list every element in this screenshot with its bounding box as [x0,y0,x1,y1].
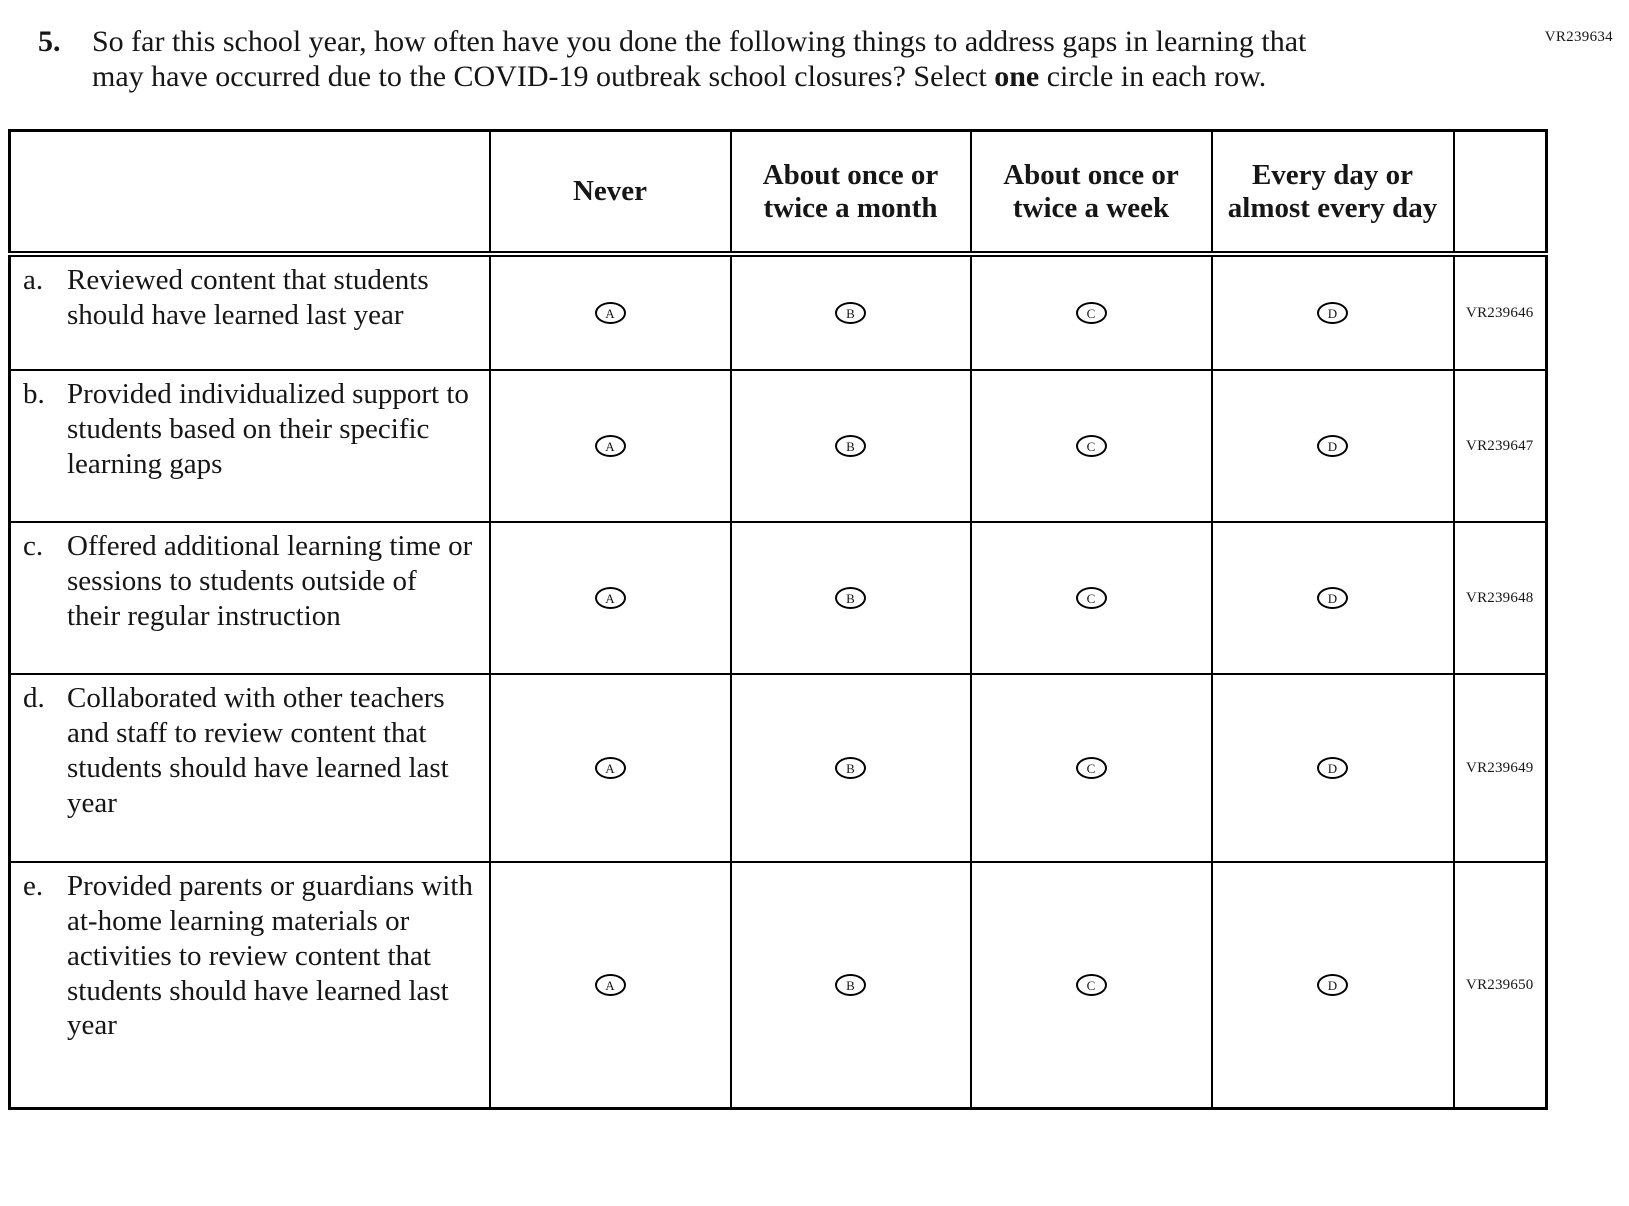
table-row [10,522,1547,674]
answer-bubble-d[interactable]: D [1317,587,1348,609]
option-cell-daily [1212,862,1454,1108]
row-letter: b. [23,378,45,411]
row-label-text: Provided parents or guardians with at-home learning materials or activities to review content that students should have learned last year [67,870,473,1042]
answer-bubble-d[interactable]: D [1317,974,1348,996]
option-cell-daily [1212,522,1454,674]
header-row [10,130,1547,254]
option-cell-week [971,522,1212,674]
column-header-once-twice-week: About once or twice a week [971,130,1212,254]
answer-bubble-b[interactable]: B [835,435,866,457]
row-letter: d. [23,682,45,715]
answer-bubble-a[interactable]: A [595,435,626,457]
question-text [92,24,1332,95]
answer-bubble-b[interactable]: B [835,974,866,996]
option-cell-never [490,254,731,370]
answer-bubble-b[interactable]: B [835,757,866,779]
option-cell-month [731,254,971,370]
question-text-after: circle in each row. [1039,60,1267,94]
row-label-text: Reviewed content that students should have learned last year [67,264,429,332]
answer-bubble-c[interactable]: C [1076,757,1107,779]
option-cell-daily [1212,674,1454,862]
answer-bubble-a[interactable]: A [595,302,626,324]
row-label [10,254,490,370]
question-text-before: So far this school year, how often have you done the following things to address gaps in learning that may have occurred due to the COVID-19 outbreak school closures? Select [92,25,1307,94]
answer-bubble-d[interactable]: D [1317,757,1348,779]
row-label-text: Offered additional learning time or sessions to students outside of their regular instruction [67,530,473,632]
option-cell-week [971,254,1212,370]
header-empty-cell [10,130,490,254]
answer-bubble-c[interactable]: C [1076,302,1107,324]
option-cell-month [731,522,971,674]
answer-bubble-c[interactable]: C [1076,587,1107,609]
table-row [10,674,1547,862]
answer-bubble-d[interactable]: D [1317,435,1348,457]
question-block [38,24,1368,95]
frequency-matrix-table [8,129,1548,1110]
table-row [10,862,1547,1108]
header-code-cell [1454,130,1547,254]
row-label [10,862,490,1108]
option-cell-never [490,862,731,1108]
row-code: VR239646 [1454,254,1547,370]
option-cell-daily [1212,370,1454,522]
column-header-once-twice-month: About once or twice a month [731,130,971,254]
question-text-bold: one [994,60,1040,94]
answer-bubble-b[interactable]: B [835,587,866,609]
row-label [10,370,490,522]
row-label [10,522,490,674]
option-cell-month [731,674,971,862]
row-letter: c. [23,530,44,563]
row-code: VR239648 [1454,522,1547,674]
row-code: VR239650 [1454,862,1547,1108]
page-code: VR239634 [1544,29,1613,45]
row-label [10,674,490,862]
option-cell-week [971,862,1212,1108]
option-cell-month [731,862,971,1108]
option-cell-week [971,370,1212,522]
answer-bubble-a[interactable]: A [595,587,626,609]
answer-bubble-a[interactable]: A [595,974,626,996]
option-cell-never [490,674,731,862]
row-code: VR239647 [1454,370,1547,522]
table-row [10,254,1547,370]
column-header-every-day: Every day or almost every day [1212,130,1454,254]
answer-bubble-c[interactable]: C [1076,435,1107,457]
option-cell-never [490,522,731,674]
row-code: VR239649 [1454,674,1547,862]
option-cell-daily [1212,254,1454,370]
question-number: 5. [38,25,61,58]
option-cell-month [731,370,971,522]
column-header-never: Never [490,130,731,254]
row-label-text: Provided individualized support to students based on their specific learning gaps [67,378,469,480]
answer-bubble-b[interactable]: B [835,302,866,324]
row-letter: a. [23,264,44,297]
answer-bubble-d[interactable]: D [1317,302,1348,324]
row-label-text: Collaborated with other teachers and staff to review content that students should have learned last year [67,682,449,819]
table-row [10,370,1547,522]
row-letter: e. [23,870,44,903]
option-cell-week [971,674,1212,862]
answer-bubble-a[interactable]: A [595,757,626,779]
answer-bubble-c[interactable]: C [1076,974,1107,996]
option-cell-never [490,370,731,522]
